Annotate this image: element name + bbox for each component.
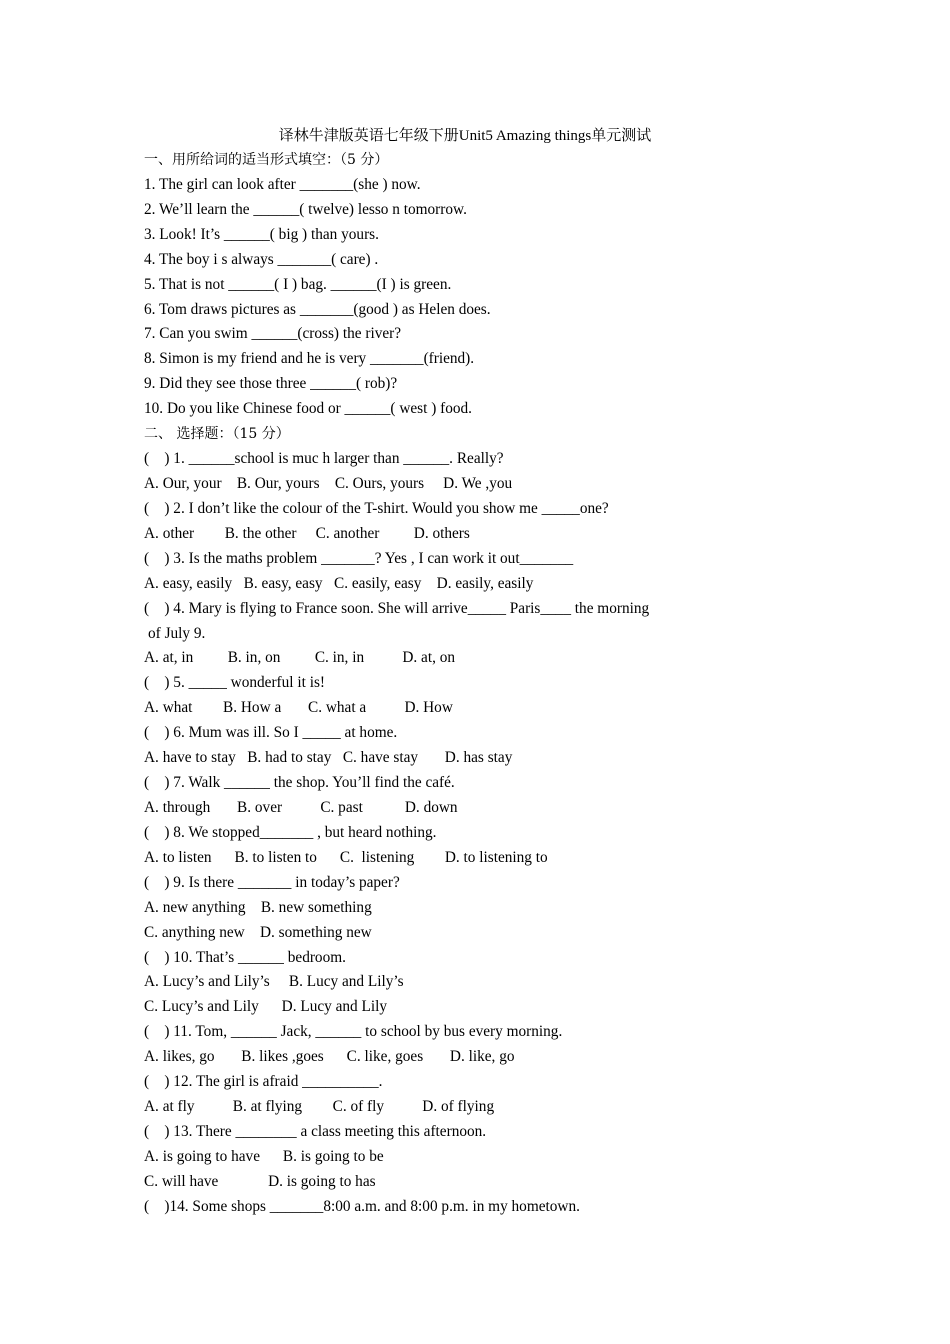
text-line: A. have to stay B. had to stay C. have stay D. has stay: [144, 749, 513, 767]
text-line: 7. Can you swim ______(cross) the river?: [144, 325, 402, 343]
text-line: A. to listen B. to listen to C. listening D. to listening to: [144, 848, 548, 866]
text-line: ( ) 1. ______school is muc h larger than ______. Really?: [144, 450, 504, 468]
text-line: ( ) 6. Mum was ill. So I _____ at home.: [144, 724, 398, 742]
text-line: A. at fly B. at flying C. of fly D. of flying: [144, 1098, 495, 1116]
text-line: C. anything new D. something new: [144, 923, 372, 941]
text-line: 3. Look! It’s ______( big ) than yours.: [144, 225, 379, 243]
document-body: [144, 148, 724, 1220]
text-line: A. easy, easily B. easy, easy C. easily, easy D. easily, easily: [144, 574, 534, 592]
text-line: 2. We’ll learn the ______( twelve) lesso n tomorrow.: [144, 200, 467, 218]
text-line: 4. The boy i s always _______( care) .: [144, 250, 379, 268]
text-line: ( ) 5. _____ wonderful it is!: [144, 674, 325, 692]
text-line: C. will have D. is going to has: [144, 1172, 376, 1190]
text-line: ( ) 7. Walk ______ the shop. You’ll find the café.: [144, 774, 455, 792]
section-heading: 一、用所给词的适当形式填空：（5 分）: [144, 152, 389, 168]
text-line: A. Lucy’s and Lily’s B. Lucy and Lily’s: [144, 973, 404, 991]
text-line: A. other B. the other C. another D. others: [144, 524, 470, 542]
text-line: A. new anything B. new something: [144, 898, 372, 916]
text-line: ( ) 9. Is there _______ in today’s paper?: [144, 873, 400, 891]
text-line: ( ) 2. I don’t like the colour of the T-shirt. Would you show me _____one?: [144, 499, 609, 517]
text-line: ( ) 13. There ________ a class meeting this afternoon.: [144, 1122, 487, 1140]
text-line: A. is going to have B. is going to be: [144, 1147, 384, 1165]
text-line: A. Our, your B. Our, yours C. Ours, yours D. We ,you: [144, 474, 513, 492]
text-line: 9. Did they see those three ______( rob)?: [144, 375, 398, 393]
text-line: ( ) 3. Is the maths problem _______? Yes , I can work it out_______: [144, 549, 574, 567]
text-line: ( ) 4. Mary is flying to France soon. She will arrive_____ Paris____ the morning: [144, 599, 650, 617]
text-line: 8. Simon is my friend and he is very _______(friend).: [144, 350, 475, 368]
section-heading: 二、 选择题：（15 分）: [144, 426, 290, 443]
text-line: ( )14. Some shops _______8:00 a.m. and 8:00 p.m. in my hometown.: [144, 1197, 580, 1215]
text-line: of July 9.: [148, 624, 206, 642]
text-line: C. Lucy’s and Lily D. Lucy and Lily: [144, 998, 388, 1016]
text-line: A. what B. How a C. what a D. How: [144, 699, 453, 717]
text-line: 5. That is not ______( I ) bag. ______(I ) is green.: [144, 275, 452, 293]
text-line: A. likes, go B. likes ,goes C. like, goes D. like, go: [144, 1048, 515, 1066]
text-line: 1. The girl can look after _______(she ) now.: [144, 175, 421, 193]
text-line: A. through B. over C. past D. down: [144, 798, 458, 816]
text-line: 6. Tom draws pictures as _______(good ) as Helen does.: [144, 300, 491, 318]
text-line: ( ) 11. Tom, ______ Jack, ______ to school by bus every morning.: [144, 1023, 563, 1041]
text-line: 10. Do you like Chinese food or ______( west ) food.: [144, 400, 472, 418]
text-line: ( ) 12. The girl is afraid __________.: [144, 1073, 383, 1091]
text-line: ( ) 10. That’s ______ bedroom.: [144, 948, 346, 966]
document-title: 译林牛津版英语七年级下册Unit5 Amazing things单元测试: [278, 128, 652, 144]
text-line: A. at, in B. in, on C. in, in D. at, on: [144, 649, 456, 667]
text-line: ( ) 8. We stopped_______ , but heard nothing.: [144, 823, 437, 841]
